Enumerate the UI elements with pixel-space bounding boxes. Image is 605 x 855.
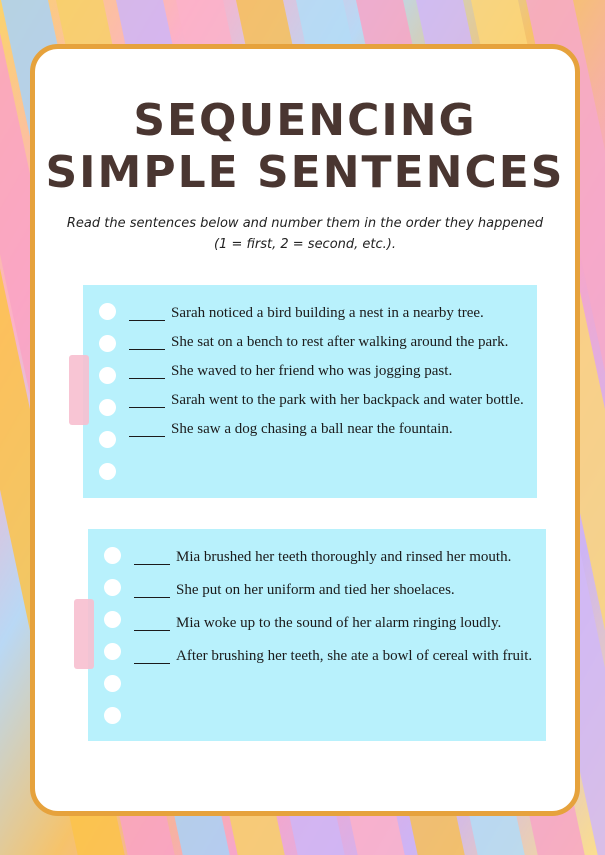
tape-decoration [69, 355, 89, 425]
binder-hole [99, 335, 116, 352]
sentence-item [134, 582, 536, 599]
answer-blank[interactable] [134, 648, 170, 664]
sentence-set-1-panel [83, 285, 537, 498]
sentence-text: She saw a dog chasing a ball near the fountain. [171, 421, 453, 437]
instructions-line-1: Read the sentences below and number them in the order they happened [66, 216, 544, 231]
sentence-text: After brushing her teeth, she ate a bowl of cereal with fruit. [176, 648, 533, 664]
binder-hole [99, 463, 116, 480]
binder-hole [104, 675, 121, 692]
answer-blank[interactable] [129, 421, 165, 437]
binder-hole [104, 707, 121, 724]
tape-decoration [74, 599, 94, 669]
binder-hole [99, 367, 116, 384]
binder-hole [104, 643, 121, 660]
answer-blank[interactable] [129, 334, 165, 350]
binder-hole [99, 303, 116, 320]
answer-blank[interactable] [134, 582, 170, 598]
binder-holes [99, 303, 116, 495]
binder-hole [99, 431, 116, 448]
answer-blank[interactable] [134, 615, 170, 631]
instructions-line-2: (1 = first, 2 = second, etc.). [213, 237, 396, 252]
title-line-1: SEQUENCING [133, 95, 477, 146]
worksheet-card [30, 44, 580, 816]
sentence-set-2-panel [88, 529, 546, 741]
sentence-text: Sarah noticed a bird building a nest in a nearby tree. [171, 305, 484, 321]
answer-blank[interactable] [129, 392, 165, 408]
sentence-text: Mia woke up to the sound of her alarm ringing loudly. [176, 615, 502, 631]
sentence-item [134, 549, 536, 566]
instructions [55, 213, 555, 255]
binder-hole [99, 399, 116, 416]
sentence-text: She sat on a bench to rest after walking around the park. [171, 334, 509, 350]
binder-hole [104, 579, 121, 596]
answer-blank[interactable] [129, 363, 165, 379]
title-line-2: SIMPLE SENTENCES [45, 147, 565, 198]
sentence-item [134, 648, 536, 665]
sentence-item [129, 392, 527, 409]
sentence-text: She waved to her friend who was jogging past. [171, 363, 453, 379]
binder-hole [104, 611, 121, 628]
sentence-list-1 [129, 305, 527, 450]
binder-holes [104, 547, 121, 739]
sentence-text: She put on her uniform and tied her shoelaces. [176, 582, 455, 598]
sentence-item [129, 334, 527, 351]
sentence-item [129, 363, 527, 380]
sentence-item [129, 421, 527, 438]
sentence-text: Sarah went to the park with her backpack and water bottle. [171, 392, 524, 408]
binder-hole [104, 547, 121, 564]
sentence-item [134, 615, 536, 632]
sentence-item [129, 305, 527, 322]
answer-blank[interactable] [134, 549, 170, 565]
answer-blank[interactable] [129, 305, 165, 321]
sentence-list-2 [134, 549, 536, 677]
sentence-text: Mia brushed her teeth thoroughly and rinsed her mouth. [176, 549, 512, 565]
